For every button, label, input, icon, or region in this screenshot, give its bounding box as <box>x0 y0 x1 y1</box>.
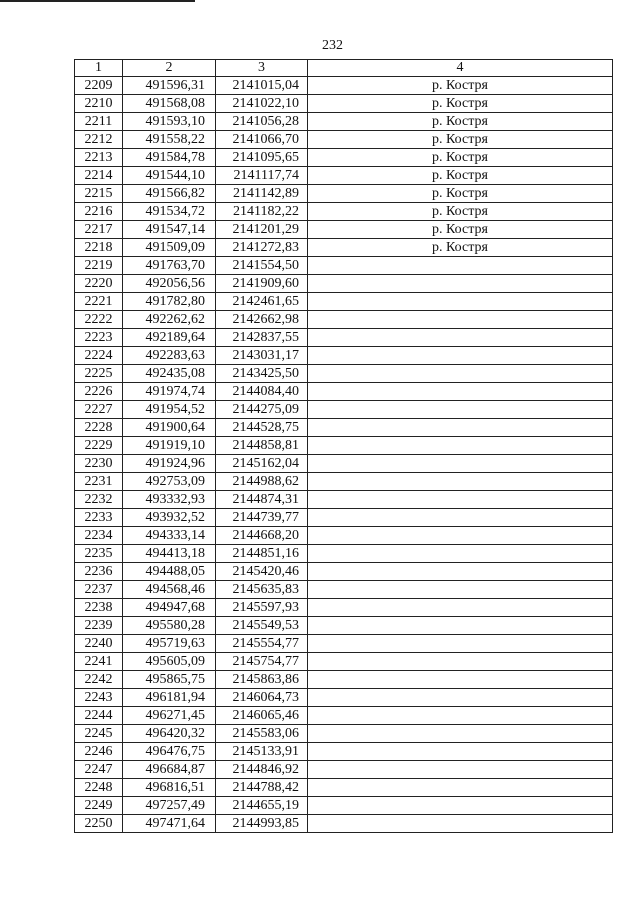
description-cell <box>308 275 613 293</box>
x-coordinate-cell: 492262,62 <box>123 311 216 329</box>
point-number-cell: 2244 <box>75 707 123 725</box>
table-row <box>75 455 613 473</box>
table-row <box>75 689 613 707</box>
x-coordinate-cell: 497257,49 <box>123 797 216 815</box>
y-coordinate-cell: 2145133,91 <box>216 743 308 761</box>
top-rule <box>0 0 195 2</box>
y-coordinate-cell: 2141056,28 <box>216 113 308 131</box>
point-number-cell: 2236 <box>75 563 123 581</box>
x-coordinate-cell: 496420,32 <box>123 725 216 743</box>
table-row <box>75 347 613 365</box>
point-number-cell: 2248 <box>75 779 123 797</box>
point-number-cell: 2243 <box>75 689 123 707</box>
point-number-cell: 2247 <box>75 761 123 779</box>
page-number: 232 <box>322 38 343 53</box>
table-row <box>75 365 613 383</box>
y-coordinate-cell: 2145420,46 <box>216 563 308 581</box>
y-coordinate-cell: 2143031,17 <box>216 347 308 365</box>
description-cell: р. Костря <box>308 203 613 221</box>
point-number-cell: 2220 <box>75 275 123 293</box>
point-number-cell: 2229 <box>75 437 123 455</box>
description-cell <box>308 797 613 815</box>
y-coordinate-cell: 2144668,20 <box>216 527 308 545</box>
x-coordinate-cell: 492753,09 <box>123 473 216 491</box>
description-cell <box>308 545 613 563</box>
x-coordinate-cell: 496271,45 <box>123 707 216 725</box>
point-number-cell: 2245 <box>75 725 123 743</box>
description-cell: р. Костря <box>308 131 613 149</box>
description-cell: р. Костря <box>308 185 613 203</box>
point-number-cell: 2222 <box>75 311 123 329</box>
x-coordinate-cell: 491900,64 <box>123 419 216 437</box>
table-row <box>75 419 613 437</box>
x-coordinate-cell: 492283,63 <box>123 347 216 365</box>
table-row <box>75 239 613 257</box>
description-cell <box>308 743 613 761</box>
point-number-cell: 2231 <box>75 473 123 491</box>
x-coordinate-cell: 492189,64 <box>123 329 216 347</box>
table-row <box>75 311 613 329</box>
y-coordinate-cell: 2145863,86 <box>216 671 308 689</box>
description-cell <box>308 365 613 383</box>
y-coordinate-cell: 2141095,65 <box>216 149 308 167</box>
description-cell <box>308 599 613 617</box>
y-coordinate-cell: 2145162,04 <box>216 455 308 473</box>
x-coordinate-cell: 491558,22 <box>123 131 216 149</box>
x-coordinate-cell: 492056,56 <box>123 275 216 293</box>
point-number-cell: 2238 <box>75 599 123 617</box>
description-cell <box>308 707 613 725</box>
x-coordinate-cell: 491544,10 <box>123 167 216 185</box>
point-number-cell: 2217 <box>75 221 123 239</box>
table-row <box>75 113 613 131</box>
table-row <box>75 527 613 545</box>
header-col-4: 4 <box>308 60 613 77</box>
table-row <box>75 779 613 797</box>
y-coordinate-cell: 2144874,31 <box>216 491 308 509</box>
point-number-cell: 2246 <box>75 743 123 761</box>
x-coordinate-cell: 494947,68 <box>123 599 216 617</box>
point-number-cell: 2224 <box>75 347 123 365</box>
y-coordinate-cell: 2145597,93 <box>216 599 308 617</box>
x-coordinate-cell: 491584,78 <box>123 149 216 167</box>
y-coordinate-cell: 2146064,73 <box>216 689 308 707</box>
y-coordinate-cell: 2144788,42 <box>216 779 308 797</box>
table-row <box>75 563 613 581</box>
table-row <box>75 437 613 455</box>
description-cell <box>308 671 613 689</box>
x-coordinate-cell: 494333,14 <box>123 527 216 545</box>
x-coordinate-cell: 491547,14 <box>123 221 216 239</box>
table-row <box>75 203 613 221</box>
x-coordinate-cell: 495865,75 <box>123 671 216 689</box>
y-coordinate-cell: 2141142,89 <box>216 185 308 203</box>
x-coordinate-cell: 491596,31 <box>123 77 216 95</box>
x-coordinate-cell: 495605,09 <box>123 653 216 671</box>
y-coordinate-cell: 2145754,77 <box>216 653 308 671</box>
description-cell <box>308 527 613 545</box>
x-coordinate-cell: 493932,52 <box>123 509 216 527</box>
point-number-cell: 2227 <box>75 401 123 419</box>
x-coordinate-cell: 494413,18 <box>123 545 216 563</box>
y-coordinate-cell: 2146065,46 <box>216 707 308 725</box>
description-cell <box>308 653 613 671</box>
x-coordinate-cell: 491593,10 <box>123 113 216 131</box>
coordinates-table-wrapper <box>74 59 613 833</box>
table-row <box>75 671 613 689</box>
header-col-2: 2 <box>123 60 216 77</box>
table-row <box>75 617 613 635</box>
y-coordinate-cell: 2144655,19 <box>216 797 308 815</box>
point-number-cell: 2209 <box>75 77 123 95</box>
x-coordinate-cell: 493332,93 <box>123 491 216 509</box>
x-coordinate-cell: 491974,74 <box>123 383 216 401</box>
table-row <box>75 401 613 419</box>
y-coordinate-cell: 2144739,77 <box>216 509 308 527</box>
y-coordinate-cell: 2141201,29 <box>216 221 308 239</box>
description-cell: р. Костря <box>308 239 613 257</box>
description-cell <box>308 473 613 491</box>
x-coordinate-cell: 497471,64 <box>123 815 216 833</box>
x-coordinate-cell: 495719,63 <box>123 635 216 653</box>
point-number-cell: 2234 <box>75 527 123 545</box>
description-cell <box>308 257 613 275</box>
y-coordinate-cell: 2145554,77 <box>216 635 308 653</box>
point-number-cell: 2216 <box>75 203 123 221</box>
y-coordinate-cell: 2145549,53 <box>216 617 308 635</box>
description-cell: р. Костря <box>308 95 613 113</box>
table-row <box>75 131 613 149</box>
table-row <box>75 545 613 563</box>
point-number-cell: 2237 <box>75 581 123 599</box>
description-cell <box>308 581 613 599</box>
description-cell <box>308 563 613 581</box>
x-coordinate-cell: 491568,08 <box>123 95 216 113</box>
y-coordinate-cell: 2141272,83 <box>216 239 308 257</box>
description-cell <box>308 761 613 779</box>
point-number-cell: 2218 <box>75 239 123 257</box>
description-cell: р. Костря <box>308 149 613 167</box>
y-coordinate-cell: 2144851,16 <box>216 545 308 563</box>
x-coordinate-cell: 495580,28 <box>123 617 216 635</box>
y-coordinate-cell: 2145635,83 <box>216 581 308 599</box>
table-body <box>75 77 613 833</box>
x-coordinate-cell: 496816,51 <box>123 779 216 797</box>
table-row <box>75 95 613 113</box>
x-coordinate-cell: 491534,72 <box>123 203 216 221</box>
description-cell <box>308 419 613 437</box>
point-number-cell: 2250 <box>75 815 123 833</box>
description-cell <box>308 635 613 653</box>
table-row <box>75 797 613 815</box>
point-number-cell: 2225 <box>75 365 123 383</box>
table-row <box>75 257 613 275</box>
point-number-cell: 2214 <box>75 167 123 185</box>
description-cell: р. Костря <box>308 221 613 239</box>
y-coordinate-cell: 2141015,04 <box>216 77 308 95</box>
point-number-cell: 2210 <box>75 95 123 113</box>
point-number-cell: 2240 <box>75 635 123 653</box>
description-cell <box>308 725 613 743</box>
x-coordinate-cell: 491763,70 <box>123 257 216 275</box>
table-row <box>75 725 613 743</box>
y-coordinate-cell: 2141554,50 <box>216 257 308 275</box>
description-cell <box>308 617 613 635</box>
point-number-cell: 2213 <box>75 149 123 167</box>
point-number-cell: 2235 <box>75 545 123 563</box>
point-number-cell: 2221 <box>75 293 123 311</box>
y-coordinate-cell: 2141182,22 <box>216 203 308 221</box>
point-number-cell: 2226 <box>75 383 123 401</box>
y-coordinate-cell: 2142662,98 <box>216 311 308 329</box>
table-row <box>75 329 613 347</box>
coordinates-table <box>74 59 613 833</box>
x-coordinate-cell: 491566,82 <box>123 185 216 203</box>
table-header-row <box>75 60 613 77</box>
y-coordinate-cell: 2144858,81 <box>216 437 308 455</box>
point-number-cell: 2249 <box>75 797 123 815</box>
description-cell <box>308 437 613 455</box>
y-coordinate-cell: 2141022,10 <box>216 95 308 113</box>
y-coordinate-cell: 2142837,55 <box>216 329 308 347</box>
point-number-cell: 2239 <box>75 617 123 635</box>
table-row <box>75 653 613 671</box>
table-row <box>75 707 613 725</box>
x-coordinate-cell: 491782,80 <box>123 293 216 311</box>
y-coordinate-cell: 2141117,74 <box>216 167 308 185</box>
y-coordinate-cell: 2143425,50 <box>216 365 308 383</box>
x-coordinate-cell: 496476,75 <box>123 743 216 761</box>
description-cell <box>308 311 613 329</box>
x-coordinate-cell: 496684,87 <box>123 761 216 779</box>
y-coordinate-cell: 2144528,75 <box>216 419 308 437</box>
y-coordinate-cell: 2144993,85 <box>216 815 308 833</box>
x-coordinate-cell: 494568,46 <box>123 581 216 599</box>
y-coordinate-cell: 2144275,09 <box>216 401 308 419</box>
table-row <box>75 473 613 491</box>
table-row <box>75 581 613 599</box>
description-cell <box>308 401 613 419</box>
y-coordinate-cell: 2142461,65 <box>216 293 308 311</box>
table-row <box>75 383 613 401</box>
point-number-cell: 2242 <box>75 671 123 689</box>
table-row <box>75 185 613 203</box>
point-number-cell: 2223 <box>75 329 123 347</box>
table-row <box>75 509 613 527</box>
description-cell <box>308 509 613 527</box>
x-coordinate-cell: 491954,52 <box>123 401 216 419</box>
table-row <box>75 599 613 617</box>
y-coordinate-cell: 2141909,60 <box>216 275 308 293</box>
x-coordinate-cell: 494488,05 <box>123 563 216 581</box>
table-row <box>75 761 613 779</box>
x-coordinate-cell: 491919,10 <box>123 437 216 455</box>
description-cell <box>308 455 613 473</box>
point-number-cell: 2233 <box>75 509 123 527</box>
table-row <box>75 167 613 185</box>
description-cell: р. Костря <box>308 77 613 95</box>
point-number-cell: 2211 <box>75 113 123 131</box>
y-coordinate-cell: 2144988,62 <box>216 473 308 491</box>
point-number-cell: 2212 <box>75 131 123 149</box>
y-coordinate-cell: 2144084,40 <box>216 383 308 401</box>
y-coordinate-cell: 2145583,06 <box>216 725 308 743</box>
description-cell <box>308 293 613 311</box>
point-number-cell: 2219 <box>75 257 123 275</box>
table-row <box>75 77 613 95</box>
description-cell: р. Костря <box>308 167 613 185</box>
x-coordinate-cell: 491509,09 <box>123 239 216 257</box>
table-row <box>75 149 613 167</box>
table-row <box>75 221 613 239</box>
description-cell <box>308 347 613 365</box>
y-coordinate-cell: 2141066,70 <box>216 131 308 149</box>
header-col-1: 1 <box>75 60 123 77</box>
x-coordinate-cell: 492435,08 <box>123 365 216 383</box>
y-coordinate-cell: 2144846,92 <box>216 761 308 779</box>
table-row <box>75 635 613 653</box>
description-cell: р. Костря <box>308 113 613 131</box>
table-row <box>75 275 613 293</box>
point-number-cell: 2228 <box>75 419 123 437</box>
point-number-cell: 2241 <box>75 653 123 671</box>
description-cell <box>308 689 613 707</box>
description-cell <box>308 779 613 797</box>
table-row <box>75 815 613 833</box>
header-col-3: 3 <box>216 60 308 77</box>
point-number-cell: 2232 <box>75 491 123 509</box>
point-number-cell: 2215 <box>75 185 123 203</box>
table-row <box>75 491 613 509</box>
description-cell <box>308 329 613 347</box>
description-cell <box>308 383 613 401</box>
table-row <box>75 293 613 311</box>
table-row <box>75 743 613 761</box>
point-number-cell: 2230 <box>75 455 123 473</box>
description-cell <box>308 815 613 833</box>
description-cell <box>308 491 613 509</box>
x-coordinate-cell: 496181,94 <box>123 689 216 707</box>
x-coordinate-cell: 491924,96 <box>123 455 216 473</box>
